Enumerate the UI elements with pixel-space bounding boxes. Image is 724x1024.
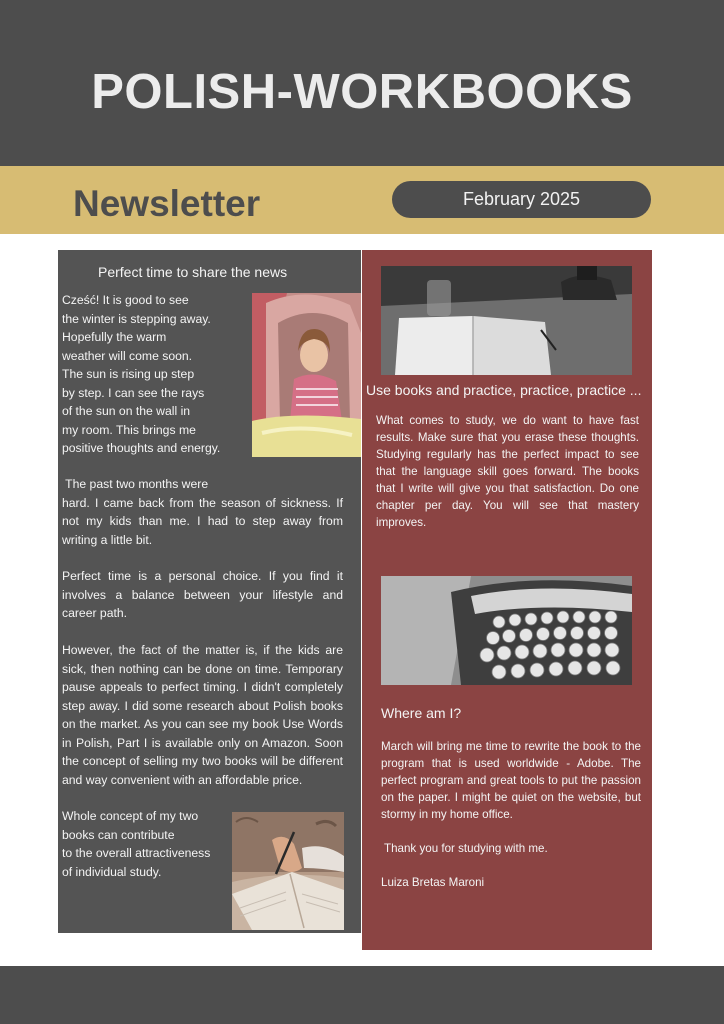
open-book-photo — [381, 266, 632, 375]
closing-line: to the overall attractiveness — [62, 846, 211, 860]
para2-line1: The past two months were — [62, 477, 209, 491]
thanks-text: Thank you for studying with me. — [381, 842, 548, 855]
practice-body: What comes to study, we do want to have fast results. Make sure that you erase these thoughts. Studying regularly has the perfect impact to see that the language skill goes forward. The books that I write will give you that satisfaction. Do one chapter per day. You will see that mastery improves. — [376, 414, 639, 529]
closing-line: of individual study. — [62, 864, 162, 879]
issue-date: February 2025 — [462, 189, 581, 209]
intro-line: by step. I can see the rays — [62, 385, 205, 400]
right-heading-practice: Use books and practice, practice, practice ... — [366, 382, 642, 398]
intro-line: Cześć! It is good to see — [62, 293, 189, 307]
para4-text: However, the fact of the matter is, if the kids are sick, then nothing can be done on time. Temporary pause appeals to perfect timing. I didn't completely step away. I did some research about Polish books on the market. As you can see my book Use Words in Polish, Part I is available only on Amazon. Soon the concept of selling my two books will be different and way convenient with an affordable price. — [62, 643, 343, 787]
signature: Luiza Bretas Maroni — [381, 876, 485, 889]
intro-line: my room. This brings me — [62, 422, 196, 437]
para2-text: hard. I came back from the season of sickness. If not my kids than me. I had to step away from writing a little bit. — [62, 495, 343, 547]
para3-text: Perfect time is a personal choice. If you find it involves a balance between your lifestyle and career path. — [62, 569, 343, 620]
date-badge — [392, 181, 651, 218]
intro-text — [62, 291, 252, 458]
intro-line: The sun is rising up step — [62, 367, 195, 381]
right-heading-where: Where am I? — [381, 705, 462, 721]
writing-notebook-photo — [232, 812, 344, 930]
header-banner — [0, 0, 724, 166]
footer-bar — [0, 966, 724, 1024]
intro-line: of the sun on the wall in — [62, 404, 191, 418]
newsletter-title: POLISH-WORKBOOKS — [91, 65, 633, 119]
newsletter-label: Newsletter — [73, 183, 261, 224]
typewriter-photo — [381, 576, 632, 685]
intro-line: the winter is stepping away. — [62, 311, 211, 326]
girl-in-chair-photo — [252, 293, 361, 457]
closing-line: Whole concept of my two — [62, 809, 199, 823]
where-body: March will bring me time to rewrite the book to the program that is used worldwide - Adobe. The perfect program and great tools to put the passion on the paper. I might be quiet on the website, but stormy in my home office. — [381, 740, 641, 821]
intro-line: weather will come soon. — [62, 348, 193, 363]
closing-line: books can contribute — [62, 827, 175, 842]
closing-text — [62, 807, 232, 881]
left-heading: Perfect time to share the news — [98, 264, 288, 280]
intro-line: Hopefully the warm — [62, 330, 167, 344]
intro-line: positive thoughts and energy. — [62, 441, 221, 455]
